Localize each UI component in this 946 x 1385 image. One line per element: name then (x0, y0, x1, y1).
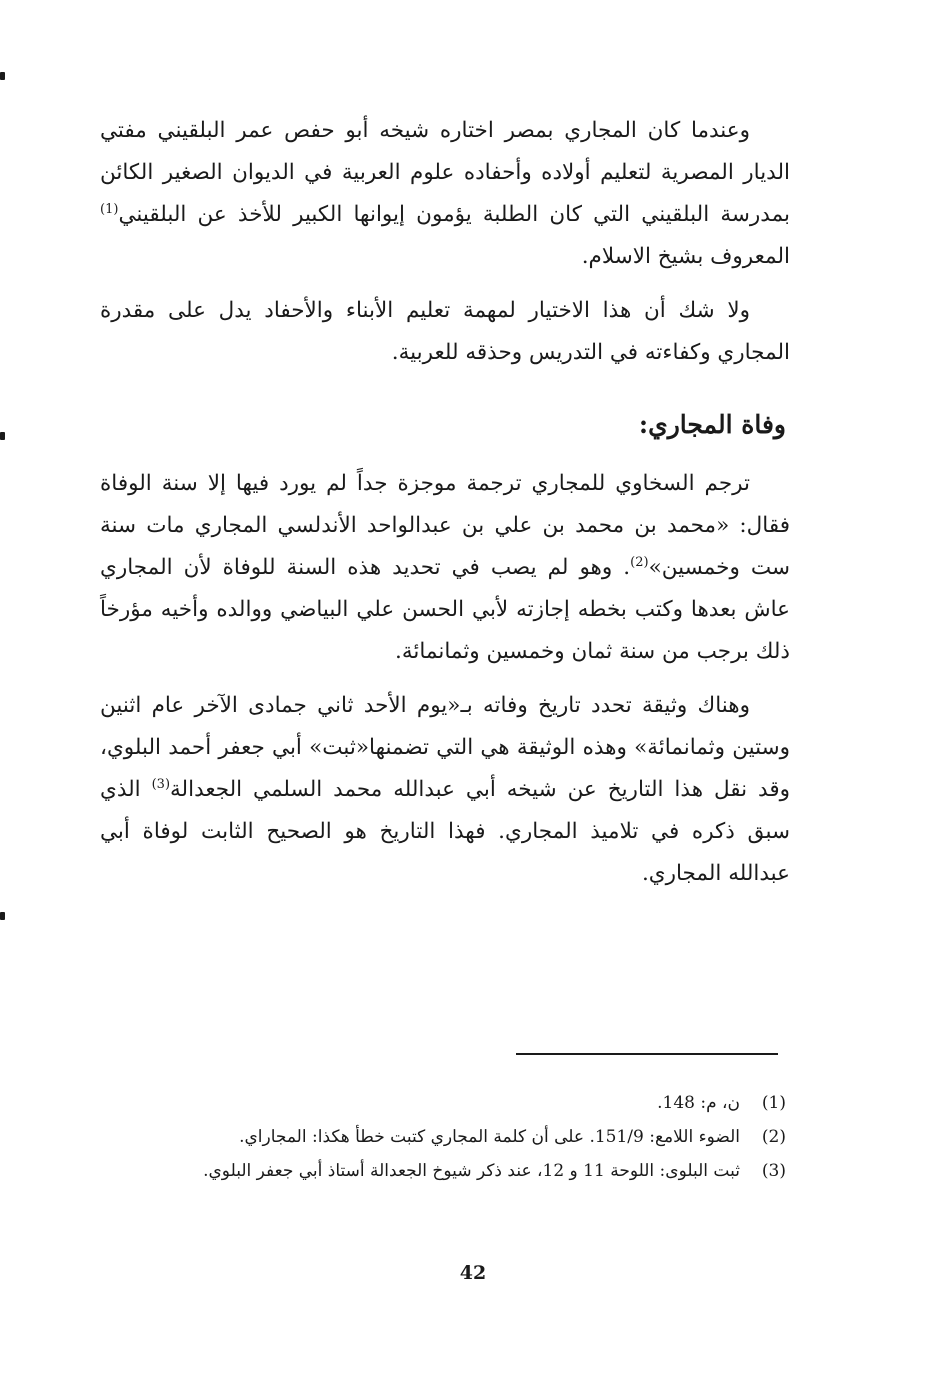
footnote (110, 1122, 786, 1152)
intro-section (100, 110, 790, 374)
footnote (110, 1088, 786, 1118)
footnotes (110, 1088, 786, 1190)
footnote-number: (1) (761, 1093, 786, 1113)
footnote-ref: (3) (151, 776, 171, 792)
paragraph: ترجم السخاوي للمجاري ترجمة موجزة جداً لم يورد فيها إلا سنة الوفاة فقال: «محمد بن محمد بن علي بن عبدالواحد الأندلسي المجاري مات سنة ست وخمسين»$^{(2)}$. وهو لم يصب في تحديد هذه السنة للوفاة لأن المجاري عاش بعدها وكتب بخطه إجازته لأبي الحسن علي البياضي ووالده وأخيه مؤرخاً ذلك برجب من سنة ثمان وخمسين وثمانمائة. (100, 471, 790, 664)
footnote-text: ثبت البلوى: اللوحة 11 و 12، عند ذكر شيوخ الجعدالة أستاذ أبي جعفر البلوي. (203, 1161, 740, 1181)
paragraph: وعندما كان المجاري بمصر اختاره شيخه أبو حفص عمر البلقيني مفتي الديار المصرية لتعليم أولاده وأحفاده علوم العربية في الديوان الصغير الكائن بمدرسة البلقيني التي كان الطلبة يؤمون إيوانها الكبير للأخذ عن البلقيني$^{(1)}$ المعروف بشيخ الاسلام. (100, 118, 790, 269)
death-section (100, 463, 790, 895)
footnote-number: (2) (761, 1127, 786, 1147)
page-number: 42 (459, 1262, 487, 1284)
section-heading: وفاة المجاري: (638, 410, 786, 439)
footnote-ref: (2) (630, 554, 649, 570)
paragraph: وهناك وثيقة تحدد تاريخ وفاته بـ«يوم الأحد ثاني جمادى الآخر عام اثنين وستين وثمانمائة» وهذه الوثيقة هي التي تضمنها«ثبت» أبي جعفر أحمد البلوي، وقد نقل هذا التاريخ عن شيخه أبي عبدالله محمد السلمي الجعدالة$^{(3)}$ الذي سبق ذكره في تلاميذ المجاري. فهذا التاريخ هو الصحيح الثابت لوفاة أبي عبدالله المجاري. (100, 693, 790, 886)
margin-mark (0, 72, 5, 80)
footnote (110, 1156, 786, 1186)
footnote-text: ن، م: 148. (657, 1093, 740, 1113)
footnote-number: (3) (761, 1161, 786, 1181)
footnote-divider (516, 1053, 778, 1055)
paragraph: ولا شك أن هذا الاختيار لمهمة تعليم الأبناء والأحفاد يدل على مقدرة المجاري وكفاءته في التدريس وحذقه للعربية. (100, 298, 790, 365)
footnote-text: الضوء اللامع: 151/9. على أن كلمة المجاري كتبت خطأ هكذا: المجاراي. (239, 1127, 740, 1147)
margin-mark (0, 432, 5, 440)
footnote-ref: (1) (100, 201, 119, 217)
margin-mark (0, 912, 5, 920)
